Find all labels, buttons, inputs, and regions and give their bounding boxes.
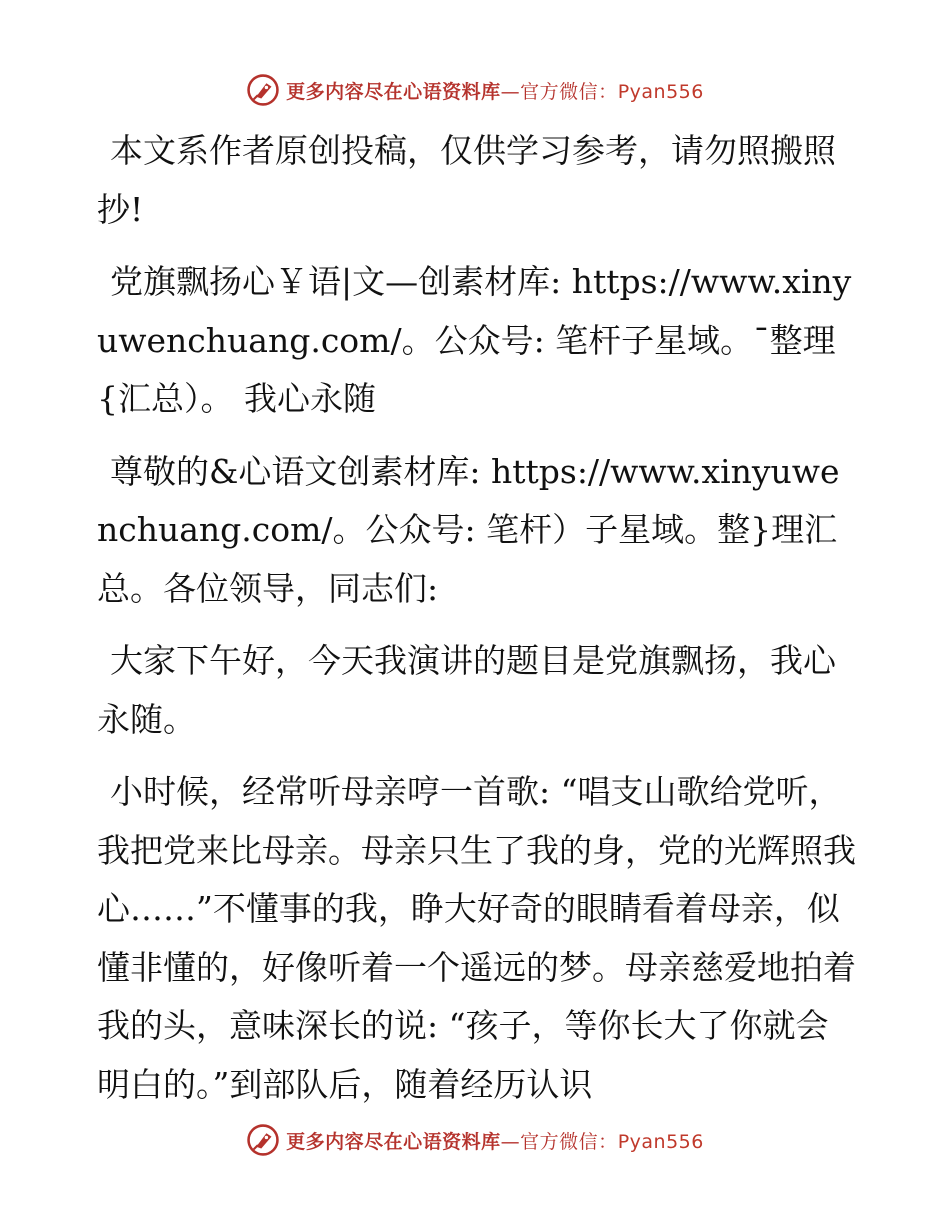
pen-nib-logo-icon (246, 73, 280, 107)
pen-nib-logo-icon (246, 1123, 280, 1157)
paragraph-greeting: 大家下午好，今天我演讲的题目是党旗飘扬，我心永随。 (97, 641, 836, 739)
document-body (97, 122, 857, 1128)
banner-sub-text: 官方微信： (520, 80, 618, 103)
banner-wechat-id: Pyan556 (617, 1130, 704, 1153)
banner-dash: — (500, 80, 521, 103)
paragraph-source-2: 尊敬的&心语文创素材库: https://www.xinyuwenchuang.com/。公众号: 笔杆）子星域。整}理汇总。各位领导，同志们: (97, 451, 840, 608)
banner-text (286, 77, 704, 104)
banner-dash: — (500, 1130, 521, 1153)
header-banner (0, 70, 950, 110)
banner-main-text: 更多内容尽在心语资料库 (286, 1130, 501, 1153)
paragraph-source-1: 党旗飘扬心￥语|文—创素材库: https://www.xinyuwenchuang.com/。公众号: 笔杆子星域。¯整理{汇总）。 我心永随 (97, 262, 852, 418)
banner-text (286, 1127, 704, 1154)
banner-main-text: 更多内容尽在心语资料库 (286, 80, 501, 103)
banner-wechat-id: Pyan556 (617, 80, 704, 103)
footer-banner (0, 1120, 950, 1160)
paragraph-disclaimer: 本文系作者原创投稿，仅供学习参考，请勿照搬照抄! (97, 131, 836, 229)
banner-sub-text: 官方微信： (520, 1130, 618, 1153)
paragraph-story: 小时候，经常听母亲哼一首歌: “唱支山歌给党听，我把党来比母亲。母亲只生了我的身，党的光辉照我心……”不懂事的我，睁大好奇的眼睛看着母亲，似懂非懂的，好像听着一个遥远的梦。母亲慈爱地拍着我的头，意味深长的说: “孩子，等你长大了你就会明白的。”到部队后，随着经历认识 (97, 772, 856, 1104)
